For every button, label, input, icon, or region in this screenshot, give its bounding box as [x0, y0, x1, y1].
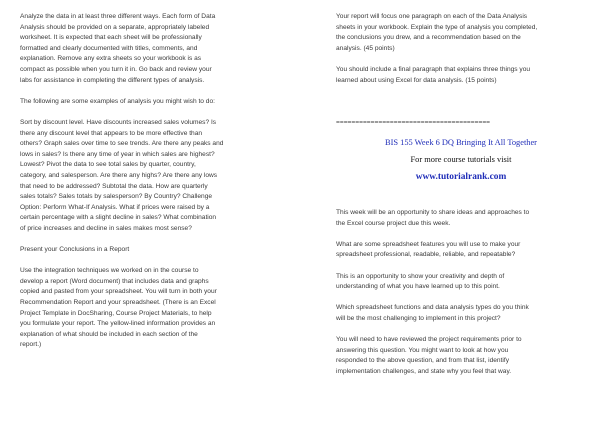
text-line: formatted and clearly documented with titles, comments, and	[20, 44, 198, 52]
text-line: Recommendation Report and your spreadsheet. (There is an Excel	[20, 299, 216, 307]
text-line: of price increases and decline in sales makes most sense?	[20, 224, 192, 232]
text-line: Sort by discount level. Have discounts increased sales volumes? Is	[20, 118, 217, 126]
paragraph-gap	[336, 54, 586, 65]
paragraph-gap	[336, 261, 586, 272]
text-line: Use the integration techniques we worked on in the course to	[20, 267, 199, 275]
text-line: worksheet. It is expected that each sheet will be professionally	[20, 34, 202, 42]
text-line: This week will be an opportunity to share ideas and approaches to	[336, 209, 530, 216]
text-line: others? Graph sales over time to see trends. Are there any peaks and	[20, 140, 224, 148]
text-line: you formulate your report. The yellow-lined information provides an	[20, 320, 216, 328]
text-line: compact as possible when you turn it in. Go back and review your	[20, 65, 212, 73]
text-line: answering this question. You might want to look at how you	[336, 346, 509, 354]
text-line: Analyze the data in at least three different ways. Each form of Data	[20, 13, 216, 20]
text-line: Project Template in DocSharing, Course Project Materials, to help	[20, 309, 212, 317]
right-column-body	[336, 208, 586, 378]
paragraph-gap	[20, 234, 295, 245]
text-line: the conclusions you drew, and a recommendation based on the	[336, 34, 521, 42]
text-line: Present your Conclusions in a Report	[20, 246, 130, 254]
text-line: the Excel course project due this week.	[336, 219, 451, 227]
text-line: labs for assistance in completing the different types of analysis.	[20, 76, 205, 84]
text-line: Analysis should be provided on a separate, appropriately labeled	[20, 23, 210, 31]
paragraph-gap	[20, 256, 295, 267]
text-line: explanation of what should be included in each section of the	[20, 330, 198, 338]
text-line: This is an opportunity to show your creativity and depth of	[336, 272, 505, 280]
paragraph-gap	[20, 86, 295, 97]
website-link[interactable]: www.tutorialrank.com	[415, 172, 507, 182]
text-line: spreadsheet professional, readable, reliable, and repeatable?	[336, 251, 516, 259]
text-line: lows in sales? Is there any time of year in which sales are highest?	[20, 150, 215, 158]
text-line: Your report will focus one paragraph on each of the Data Analysis	[336, 13, 528, 20]
course-tagline: For more course tutorials visit	[410, 155, 512, 164]
text-line: You will need to have reviewed the project requirements prior to	[336, 336, 522, 344]
paragraph-gap	[336, 293, 586, 304]
text-line: category, and salesperson. Are there any highs? Are there any lows	[20, 171, 218, 179]
paragraph-gap	[20, 107, 295, 118]
paragraph-gap	[336, 229, 586, 240]
text-line: sales totals? Sales totals by salesperson? By Country? Challenge	[20, 193, 213, 201]
right-column-intro	[336, 12, 586, 86]
text-line: report.)	[20, 341, 42, 349]
text-line: copied and pasted from your spreadsheet. You will turn in both your	[20, 288, 217, 296]
left-column-text	[20, 12, 295, 351]
text-line: there any discount level that appears to be more effective than	[20, 129, 203, 137]
text-line: Option: Perform What-If Analysis. What if prices were raised by a	[20, 203, 210, 211]
course-title-link[interactable]: BIS 155 Week 6 DQ Bringing It All Together	[385, 138, 537, 147]
paragraph-gap	[336, 325, 586, 336]
separator-line: ========================================	[336, 119, 491, 126]
text-line: sheets in your workbook. Explain the type of analysis you completed,	[336, 23, 538, 31]
text-line: that need to be addressed? Subtotal the data. How are quarterly	[20, 182, 208, 190]
text-line: responded to the above question, and from that list, identify	[336, 357, 510, 365]
text-line: You should include a final paragraph that explains three things you	[336, 65, 531, 73]
text-line: analysis. (45 points)	[336, 44, 395, 52]
text-line: will be the most challenging to implement in this project?	[336, 314, 501, 322]
text-line: explanation. Remove any extra sheets so your workbook is as	[20, 55, 202, 63]
text-line: develop a report (Word document) that includes data and graphs	[20, 277, 209, 285]
text-line: learned about using Excel for data analysis. (15 points)	[336, 76, 497, 84]
text-line: certain percentage with a slight decline in sales? What combination	[20, 214, 217, 222]
text-line: understanding of what you have learned up to this point.	[336, 283, 500, 291]
text-line: The following are some examples of analysis you might wish to do:	[20, 97, 215, 105]
text-line: implementation challenges, and state why you feel that way.	[336, 367, 512, 375]
text-line: What are some spreadsheet features you will use to make your	[336, 240, 521, 248]
text-line: Which spreadsheet functions and data analysis types do you think	[336, 304, 529, 312]
text-line: Lowest? Pivot the data to see total sales by quarter, country,	[20, 161, 196, 169]
